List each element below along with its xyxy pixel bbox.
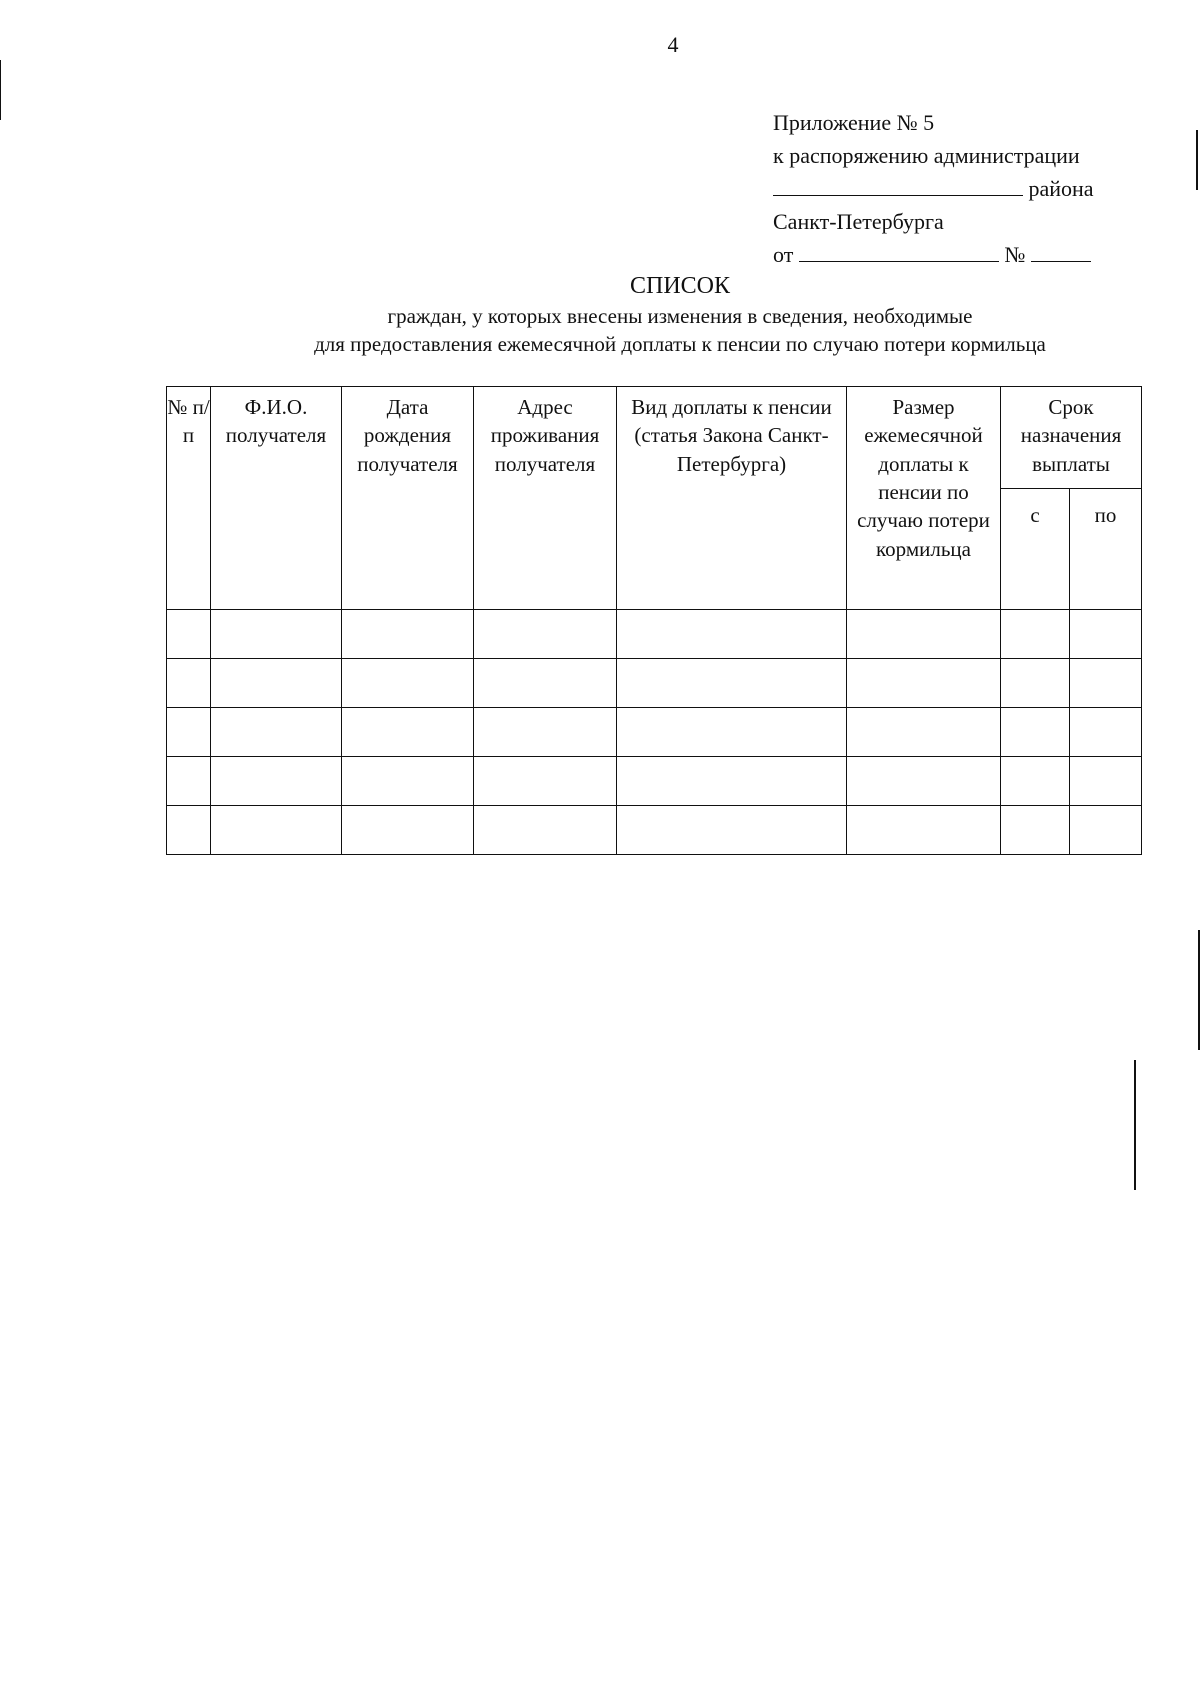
district-word: района [1028, 176, 1094, 201]
page-number: 4 [667, 32, 679, 57]
table-cell [167, 806, 211, 855]
table-cell [211, 659, 342, 708]
table-cell [1070, 659, 1142, 708]
header-period-to: по [1070, 489, 1142, 610]
table-cell [211, 806, 342, 855]
number-sign: № [1004, 242, 1026, 267]
table-row [167, 806, 1142, 855]
appendix-city: Санкт-Петербурга [773, 209, 944, 234]
table-cell [1001, 610, 1070, 659]
document-subtitle-line-2: для предоставления ежемесячной доплаты к пенсии по случаю потери кормильца [314, 332, 1046, 357]
table-cell [617, 806, 847, 855]
table-cell [617, 659, 847, 708]
district-blank [773, 175, 1023, 196]
table-cell [847, 708, 1001, 757]
table-body [167, 610, 1142, 855]
table-cell [342, 757, 474, 806]
table-cell [167, 757, 211, 806]
header-num: № п/п [167, 387, 211, 610]
table-cell [1001, 806, 1070, 855]
table-cell [474, 610, 617, 659]
table-cell [617, 757, 847, 806]
table-cell [474, 806, 617, 855]
table-cell [211, 610, 342, 659]
table-cell [847, 757, 1001, 806]
table-cell [1001, 757, 1070, 806]
table-cell [342, 610, 474, 659]
date-blank [799, 241, 999, 262]
table-cell [847, 806, 1001, 855]
table-row [167, 708, 1142, 757]
number-blank [1031, 241, 1091, 262]
appendix-order-line: к распоряжению администрации [773, 143, 1080, 168]
table-cell [847, 659, 1001, 708]
document-title: СПИСОК [629, 273, 731, 299]
table-cell [342, 708, 474, 757]
scan-edge-mark [1134, 1060, 1136, 1190]
table-row [167, 659, 1142, 708]
table-cell [847, 610, 1001, 659]
scan-edge-mark [1196, 130, 1198, 190]
document-subtitle-line-1: граждан, у которых внесены изменения в сведения, необходимые [387, 304, 973, 328]
appendix-title: Приложение № 5 [773, 110, 935, 135]
table-cell [167, 659, 211, 708]
table-cell [167, 610, 211, 659]
table-cell [342, 806, 474, 855]
appendix-date-line [773, 238, 1123, 271]
scan-edge-mark [0, 60, 1, 120]
table-cell [1001, 659, 1070, 708]
header-payment-amount: Размер ежемесячной доплаты к пенсии по случаю потери кормильца [847, 387, 1001, 610]
table-cell [474, 708, 617, 757]
title-block [150, 273, 1200, 359]
table-cell [211, 708, 342, 757]
table-cell [1070, 708, 1142, 757]
header-fio: Ф.И.О. получателя [211, 387, 342, 610]
table-cell [617, 610, 847, 659]
header-payment-period: Срок назначения выплаты [1001, 387, 1142, 489]
table-row [167, 610, 1142, 659]
recipients-table [166, 386, 1142, 855]
table-row [167, 757, 1142, 806]
table-cell [474, 757, 617, 806]
table-cell [617, 708, 847, 757]
table-cell [1070, 757, 1142, 806]
table-cell [167, 708, 211, 757]
table-cell [1070, 806, 1142, 855]
table-cell [474, 659, 617, 708]
appendix-block [773, 106, 1123, 271]
appendix-district-line [773, 172, 1123, 205]
table-cell [1001, 708, 1070, 757]
table-cell [342, 659, 474, 708]
header-period-from: с [1001, 489, 1070, 610]
header-payment-kind: Вид доплаты к пенсии (статья Закона Санкт-Петербурга) [617, 387, 847, 610]
header-address: Адрес проживания получателя [474, 387, 617, 610]
date-prefix: от [773, 242, 794, 267]
table-cell [1070, 610, 1142, 659]
header-birth-date: Дата рождения получателя [342, 387, 474, 610]
table-cell [211, 757, 342, 806]
